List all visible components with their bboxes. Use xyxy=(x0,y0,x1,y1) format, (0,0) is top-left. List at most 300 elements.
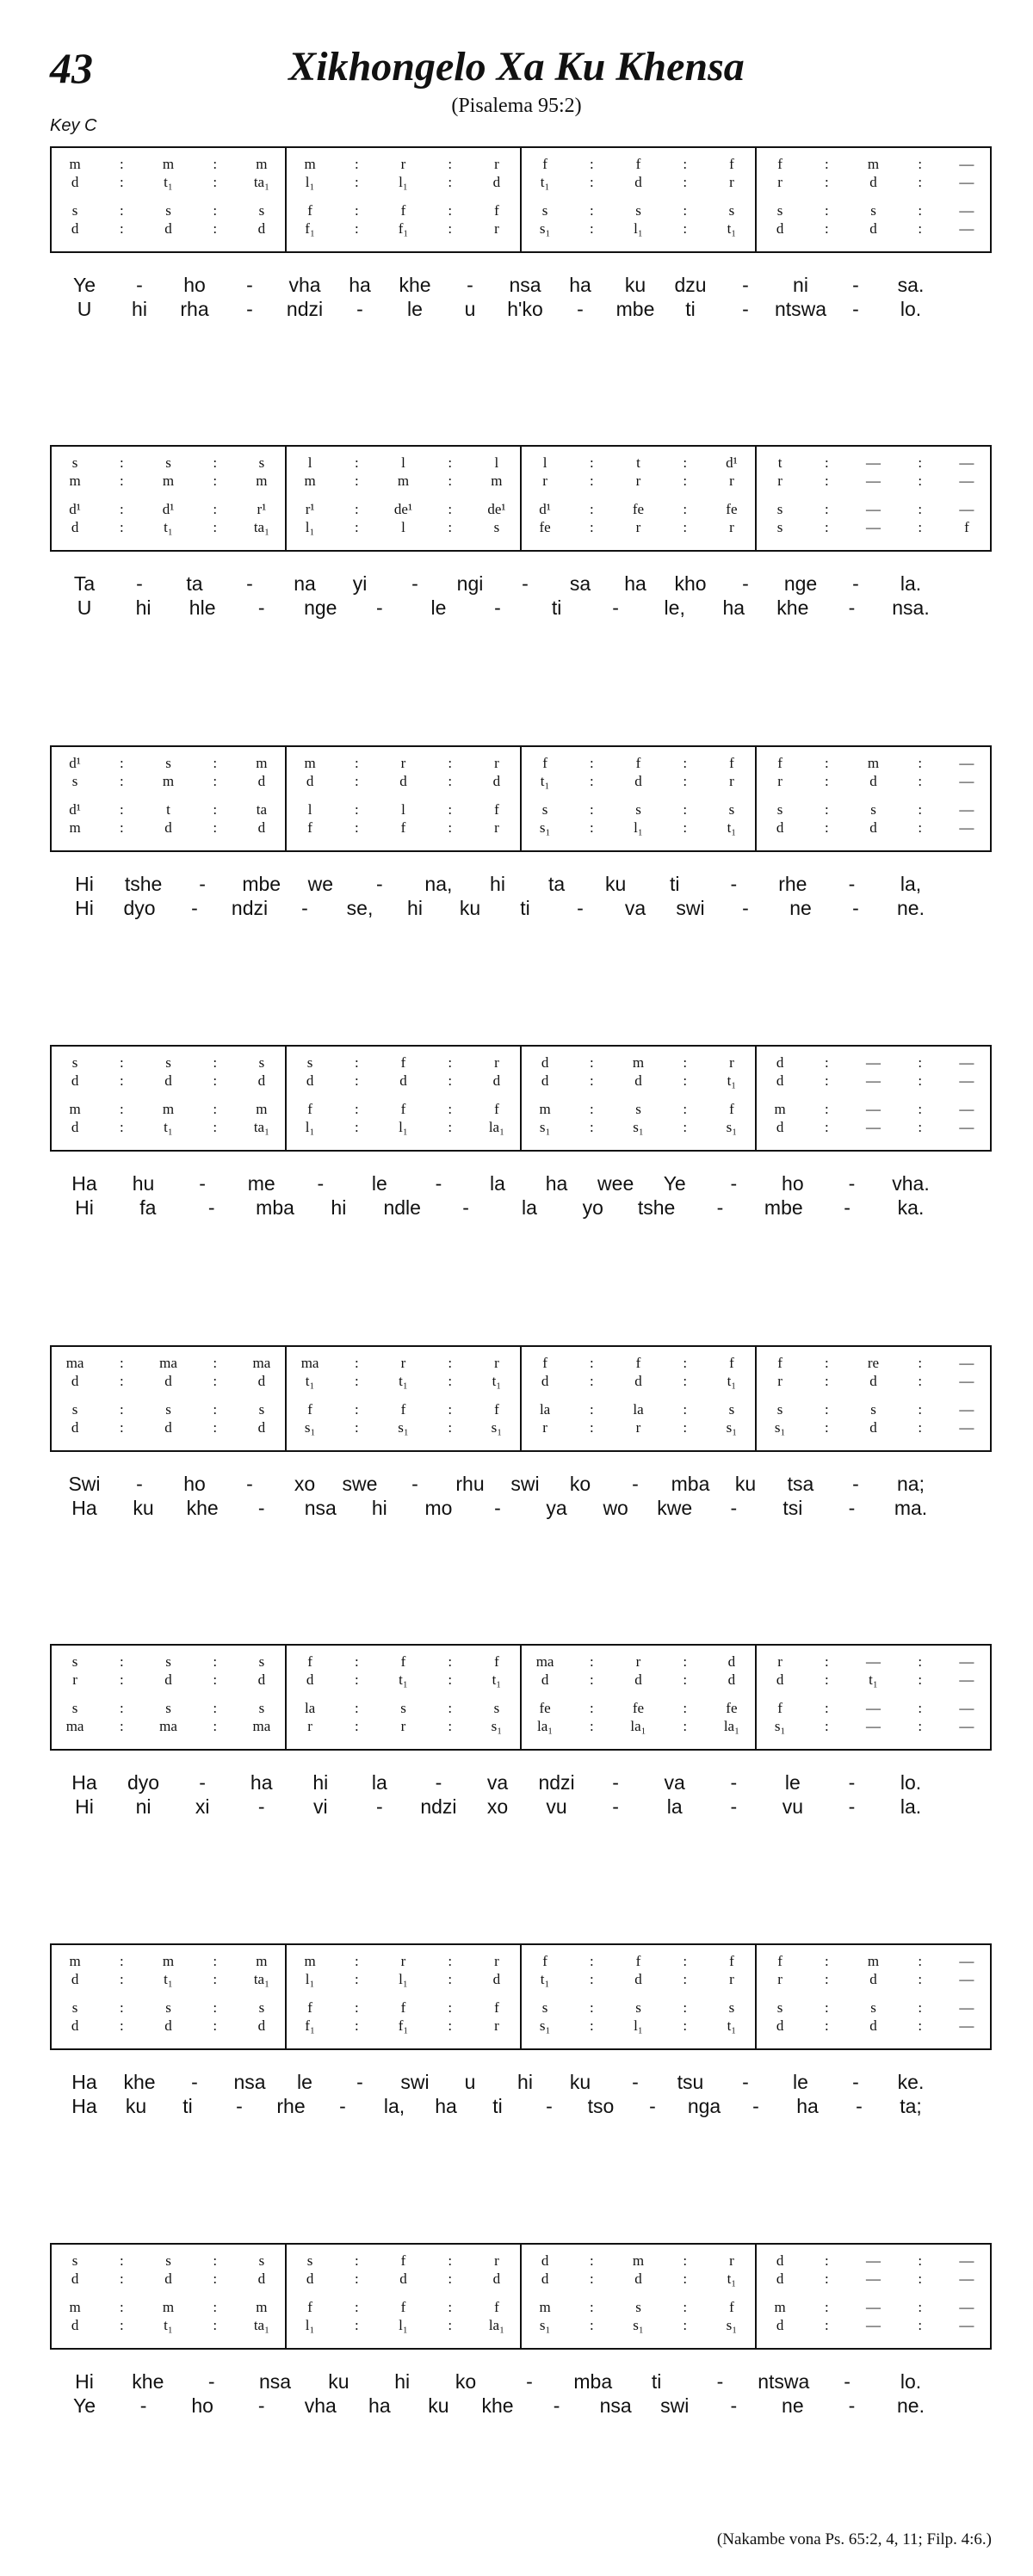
lyric-syllable: vi xyxy=(312,1795,328,1818)
solfa-note: d xyxy=(71,1119,79,1135)
syllable-hyphen: - xyxy=(199,1172,206,1195)
voice-row xyxy=(522,1954,755,1969)
lyric-syllable: le xyxy=(784,1771,801,1794)
scripture-reference: (Pisalema 95:2) xyxy=(451,95,582,117)
syllable-hyphen: - xyxy=(246,298,253,320)
solfa-note: d xyxy=(869,2017,877,2034)
solfa-note: m xyxy=(632,1054,645,1071)
syllable-hyphen: - xyxy=(136,572,143,595)
lyric-syllable: nsa xyxy=(304,1497,337,1519)
solfa-note: f xyxy=(542,1355,547,1371)
lyric-syllable: yo xyxy=(582,1196,603,1219)
solfa-note: l₁ xyxy=(634,2017,643,2034)
solfa-note: m xyxy=(774,2299,786,2315)
solfa-note: r xyxy=(494,1355,499,1371)
syllable-hyphen: - xyxy=(301,897,308,919)
solfa-note: s₁ xyxy=(726,1419,738,1436)
solfa-note: r xyxy=(72,1671,77,1688)
lyric-syllable: tso xyxy=(587,2095,615,2117)
beat-separator: : xyxy=(918,1653,923,1670)
voice-row xyxy=(522,203,755,219)
lyric-syllable: le xyxy=(371,1172,387,1195)
beat-separator: : xyxy=(918,801,923,818)
beat-separator: : xyxy=(824,220,829,237)
solfa-note: m xyxy=(867,755,880,771)
beat-separator: : xyxy=(119,501,124,517)
beat-separator: : xyxy=(918,1119,923,1135)
solfa-note: f xyxy=(307,1401,312,1418)
beat-separator: : xyxy=(213,473,218,489)
beat-separator: : xyxy=(119,2299,124,2315)
solfa-note: d xyxy=(257,773,266,789)
voice-row xyxy=(522,455,755,471)
solfa-note: m xyxy=(491,473,503,489)
syllable-hyphen: - xyxy=(848,1795,856,1818)
voice-row xyxy=(757,1954,990,1969)
beat-separator: : xyxy=(589,1700,594,1716)
solfa-note: s₁ xyxy=(774,1718,786,1734)
voice-row xyxy=(522,802,755,818)
voice-row xyxy=(757,2300,990,2315)
beat-separator: : xyxy=(918,2252,923,2269)
beat-separator: : xyxy=(824,773,829,789)
voice-row xyxy=(522,774,755,789)
solfa-note: f xyxy=(729,1101,734,1117)
solfa-note: d xyxy=(71,2270,79,2287)
measure xyxy=(52,2245,285,2348)
beat-separator: : xyxy=(824,1419,829,1436)
solfa-note: d xyxy=(306,773,314,789)
lyric-syllable: swi xyxy=(400,2071,430,2093)
beat-separator: : xyxy=(448,1953,453,1969)
lyric-syllable: nsa xyxy=(509,274,541,296)
solfa-note: s xyxy=(165,1054,171,1071)
beat-separator: : xyxy=(589,202,594,219)
lyric-syllable: le xyxy=(430,596,447,619)
beat-separator: : xyxy=(213,1653,218,1670)
voice-row xyxy=(522,1420,755,1436)
voice-row xyxy=(522,2000,755,2016)
voice-row xyxy=(522,157,755,172)
lyric-syllable: ho xyxy=(183,274,206,296)
beat-separator: : xyxy=(213,174,218,190)
lyric-line xyxy=(50,2095,992,2119)
voice-row xyxy=(757,2000,990,2016)
beat-separator: : xyxy=(589,755,594,771)
beat-separator: : xyxy=(683,1953,688,1969)
solfa-note: r xyxy=(494,1953,499,1969)
syllable-hyphen: - xyxy=(848,1172,856,1195)
solfa-note: — xyxy=(959,2252,974,2269)
beat-separator: : xyxy=(824,2270,829,2287)
voice-row xyxy=(757,1654,990,1670)
lyric-syllable: ti xyxy=(492,2095,503,2117)
measure xyxy=(52,447,285,550)
measure xyxy=(520,1047,755,1150)
voice-row xyxy=(287,203,520,219)
beat-separator: : xyxy=(683,1355,688,1371)
solfa-note: r xyxy=(777,473,782,489)
beat-separator: : xyxy=(918,519,923,535)
lyric-syllable: la, xyxy=(383,2095,405,2117)
beat-separator: : xyxy=(589,2299,594,2315)
beat-separator: : xyxy=(448,454,453,471)
lyric-syllable: Ha xyxy=(71,1771,97,1794)
beat-separator: : xyxy=(683,454,688,471)
beat-separator: : xyxy=(119,1953,124,1969)
solfa-note: fe xyxy=(539,519,551,535)
beat-separator: : xyxy=(448,1101,453,1117)
lyric-syllable: nga xyxy=(687,2095,721,2117)
solfa-note: d¹ xyxy=(539,501,551,517)
beat-separator: : xyxy=(589,1653,594,1670)
solfa-note: d xyxy=(71,1072,79,1089)
lyric-syllable: se, xyxy=(346,897,374,919)
measure xyxy=(285,1646,520,1749)
solfa-note: s xyxy=(165,1700,171,1716)
syllable-hyphen: - xyxy=(742,274,749,296)
voice-row xyxy=(52,2000,285,2016)
beat-separator: : xyxy=(683,1971,688,1987)
beat-separator: : xyxy=(119,1355,124,1371)
beat-separator: : xyxy=(918,501,923,517)
lyric-syllable: lo. xyxy=(900,2370,922,2393)
beat-separator: : xyxy=(119,454,124,471)
solfa-note: l₁ xyxy=(305,174,315,190)
solfa-note: s xyxy=(635,1999,641,2016)
beat-separator: : xyxy=(119,1419,124,1436)
lyric-syllable: mba xyxy=(671,1473,710,1495)
solfa-note: r xyxy=(494,2017,499,2034)
solfa-note: l xyxy=(307,801,312,818)
lyric-syllable: khe xyxy=(123,2071,156,2093)
solfa-note: — xyxy=(959,801,974,818)
syllable-hyphen: - xyxy=(716,1196,724,1219)
beat-separator: : xyxy=(589,2317,594,2333)
lyric-syllable: vu xyxy=(546,1795,567,1818)
solfa-note: d¹ xyxy=(162,501,175,517)
voice-row xyxy=(52,820,285,836)
music-system xyxy=(50,146,992,322)
solfa-note: s₁ xyxy=(539,819,551,836)
beat-separator: : xyxy=(918,2017,923,2034)
staff-box xyxy=(50,1345,992,1452)
lyric-syllable: Ye xyxy=(72,2394,96,2417)
lyric-syllable: ntswa xyxy=(774,298,827,320)
solfa-note: f xyxy=(542,156,547,172)
solfa-note: — xyxy=(866,501,881,517)
lyric-syllable: rhe xyxy=(276,2095,306,2117)
solfa-note: d xyxy=(306,2270,314,2287)
syllable-hyphen: - xyxy=(546,2095,553,2117)
syllable-hyphen: - xyxy=(136,1473,143,1495)
lyric-syllable: la. xyxy=(900,1795,922,1818)
beat-separator: : xyxy=(683,1999,688,2016)
lyric-syllable: yi xyxy=(352,572,368,595)
beat-separator: : xyxy=(824,519,829,535)
solfa-note: s xyxy=(870,801,876,818)
measure xyxy=(285,747,520,850)
solfa-note: f xyxy=(400,1401,406,1418)
beat-separator: : xyxy=(448,2252,453,2269)
beat-separator: : xyxy=(448,1054,453,1071)
voice-row xyxy=(522,502,755,517)
solfa-note: d xyxy=(492,1971,501,1987)
beat-separator: : xyxy=(213,1419,218,1436)
solfa-note: — xyxy=(959,1401,974,1418)
lyric-syllable: lo. xyxy=(900,298,922,320)
solfa-note: r xyxy=(777,1653,782,1670)
beat-separator: : xyxy=(918,1101,923,1117)
lyric-syllable: xi xyxy=(195,1795,210,1818)
solfa-note: f xyxy=(307,202,312,219)
voice-row xyxy=(757,1420,990,1436)
syllable-hyphen: - xyxy=(848,873,856,895)
solfa-note: s₁ xyxy=(539,1119,551,1135)
lyric-syllable: ku xyxy=(734,1473,757,1495)
solfa-note: r xyxy=(494,220,499,237)
lyric-syllable: ta; xyxy=(900,2095,922,2117)
beat-separator: : xyxy=(589,156,594,172)
solfa-note: d xyxy=(164,819,172,836)
music-system xyxy=(50,1045,992,1220)
beat-separator: : xyxy=(213,819,218,836)
beat-separator: : xyxy=(354,2017,359,2034)
beat-separator: : xyxy=(354,454,359,471)
solfa-note: t₁ xyxy=(540,174,550,190)
syllable-hyphen: - xyxy=(848,2394,856,2417)
solfa-note: d xyxy=(71,220,79,237)
syllable-hyphen: - xyxy=(199,1771,206,1794)
beat-separator: : xyxy=(918,1999,923,2016)
solfa-note: d xyxy=(541,1671,549,1688)
solfa-note: t xyxy=(777,454,782,471)
solfa-note: s xyxy=(635,202,641,219)
lyric-syllable: dzu xyxy=(674,274,707,296)
voice-row xyxy=(287,502,520,517)
solfa-note: s₁ xyxy=(304,1419,316,1436)
lyric-syllable: le xyxy=(793,2071,808,2093)
beat-separator: : xyxy=(589,1355,594,1371)
lyric-syllable: wee xyxy=(597,1172,634,1195)
solfa-note: s xyxy=(635,1101,641,1117)
solfa-note: — xyxy=(866,1700,881,1716)
beat-separator: : xyxy=(824,202,829,219)
beat-separator: : xyxy=(918,1373,923,1389)
key-signature: Key C xyxy=(50,116,97,135)
voice-row xyxy=(52,1672,285,1688)
lyric-line xyxy=(50,2370,992,2394)
lyric-syllable: xo xyxy=(294,1473,316,1495)
beat-separator: : xyxy=(213,1054,218,1071)
voice-row xyxy=(757,502,990,517)
solfa-note: s xyxy=(71,1999,78,2016)
lyric-syllable: ti xyxy=(651,2370,662,2393)
beat-separator: : xyxy=(589,773,594,789)
lyric-syllable: na xyxy=(294,572,316,595)
voice-row xyxy=(287,774,520,789)
voice-row xyxy=(287,473,520,489)
beat-separator: : xyxy=(448,1718,453,1734)
syllable-hyphen: - xyxy=(246,572,253,595)
syllable-hyphen: - xyxy=(257,2394,265,2417)
lyric-syllable: ndzi xyxy=(231,897,269,919)
beat-separator: : xyxy=(213,1373,218,1389)
beat-separator: : xyxy=(824,473,829,489)
solfa-note: f xyxy=(494,1653,499,1670)
lyric-syllable: ku xyxy=(125,2095,147,2117)
solfa-note: d¹ xyxy=(726,454,738,471)
lyric-syllable: ku xyxy=(624,274,646,296)
lyric-syllable: ntswa xyxy=(758,2370,810,2393)
syllable-hyphen: - xyxy=(376,873,383,895)
solfa-note: l₁ xyxy=(399,174,408,190)
solfa-note: r xyxy=(729,174,734,190)
solfa-note: f xyxy=(729,755,734,771)
beat-separator: : xyxy=(824,1653,829,1670)
solfa-note: d xyxy=(257,1373,266,1389)
solfa-note: f xyxy=(635,156,641,172)
beat-separator: : xyxy=(683,1054,688,1071)
syllable-hyphen: - xyxy=(191,897,198,919)
solfa-note: d xyxy=(869,1419,877,1436)
beat-separator: : xyxy=(683,2270,688,2287)
syllable-hyphen: - xyxy=(632,2071,639,2093)
solfa-note: f xyxy=(542,755,547,771)
measure xyxy=(520,1347,755,1450)
beat-separator: : xyxy=(589,519,594,535)
solfa-note: s xyxy=(71,2252,78,2269)
beat-separator: : xyxy=(213,1971,218,1987)
syllable-hyphen: - xyxy=(376,596,383,619)
syllable-hyphen: - xyxy=(742,572,749,595)
voice-row xyxy=(52,1954,285,1969)
lyric-syllable: swi xyxy=(660,2394,690,2417)
solfa-note: s xyxy=(165,202,171,219)
voice-row xyxy=(757,2271,990,2287)
beat-separator: : xyxy=(119,174,124,190)
lyric-syllable: mba xyxy=(573,2370,613,2393)
beat-separator: : xyxy=(824,454,829,471)
lyric-syllable: ndle xyxy=(383,1196,421,1219)
beat-separator: : xyxy=(354,202,359,219)
solfa-note: f xyxy=(400,1054,406,1071)
solfa-note: d xyxy=(541,2270,549,2287)
syllable-hyphen: - xyxy=(257,1795,265,1818)
voice-row xyxy=(52,1055,285,1071)
beat-separator: : xyxy=(589,1718,594,1734)
lyric-syllable: hi xyxy=(407,897,423,919)
solfa-note: de¹ xyxy=(487,501,506,517)
beat-separator: : xyxy=(683,2017,688,2034)
hymn-number: 43 xyxy=(50,44,93,92)
lyric-syllable: ne. xyxy=(897,2394,925,2417)
lyric-syllable: Hi xyxy=(75,2370,94,2393)
solfa-note: — xyxy=(959,1101,974,1117)
beat-separator: : xyxy=(683,220,688,237)
voice-row xyxy=(522,820,755,836)
voice-row xyxy=(522,1701,755,1716)
solfa-note: ma xyxy=(159,1718,177,1734)
beat-separator: : xyxy=(824,1971,829,1987)
solfa-note: s xyxy=(541,202,548,219)
voice-row xyxy=(757,2318,990,2333)
lyric-syllable: hi xyxy=(331,1196,347,1219)
solfa-note: — xyxy=(866,1718,881,1734)
solfa-note: s xyxy=(635,801,641,818)
solfa-note: ma xyxy=(535,1653,554,1670)
syllable-hyphen: - xyxy=(139,2394,147,2417)
solfa-note: s xyxy=(258,2252,265,2269)
beat-separator: : xyxy=(683,519,688,535)
solfa-note: m xyxy=(256,1953,268,1969)
voice-row xyxy=(287,1672,520,1688)
solfa-note: r xyxy=(635,519,641,535)
lyric-syllable: vu xyxy=(782,1795,803,1818)
voice-row xyxy=(52,2271,285,2287)
solfa-note: — xyxy=(866,1054,881,1071)
syllable-hyphen: - xyxy=(742,897,749,919)
lyric-syllable: Ye xyxy=(72,274,96,296)
lyric-syllable: la xyxy=(490,1172,505,1195)
solfa-note: s xyxy=(258,1401,265,1418)
voice-row xyxy=(757,1102,990,1117)
beat-separator: : xyxy=(683,501,688,517)
beat-separator: : xyxy=(213,1700,218,1716)
voice-row xyxy=(52,502,285,517)
solfa-note: s xyxy=(776,1999,783,2016)
beat-separator: : xyxy=(354,1401,359,1418)
beat-separator: : xyxy=(354,2270,359,2287)
beat-separator: : xyxy=(824,1953,829,1969)
solfa-note: m xyxy=(304,473,316,489)
lyric-line xyxy=(50,1795,992,1819)
beat-separator: : xyxy=(824,1401,829,1418)
solfa-note: s₁ xyxy=(398,1419,409,1436)
beat-separator: : xyxy=(119,1653,124,1670)
beat-separator: : xyxy=(119,1101,124,1117)
voice-row xyxy=(757,1055,990,1071)
solfa-note: s xyxy=(493,1700,500,1716)
solfa-note: fe xyxy=(632,1700,645,1716)
lyric-syllable: ndzi xyxy=(538,1771,575,1794)
solfa-note: s xyxy=(870,1401,876,1418)
beat-separator: : xyxy=(448,519,453,535)
footnote: (Nakambe vona Ps. 65:2, 4, 11; Filp. 4:6.) xyxy=(716,2530,992,2548)
voice-row xyxy=(522,2271,755,2287)
beat-separator: : xyxy=(683,1718,688,1734)
beat-separator: : xyxy=(354,473,359,489)
lyric-line xyxy=(50,1172,992,1196)
beat-separator: : xyxy=(918,220,923,237)
beat-separator: : xyxy=(824,156,829,172)
beat-separator: : xyxy=(213,156,218,172)
beat-separator: : xyxy=(918,1700,923,1716)
beat-separator: : xyxy=(119,1671,124,1688)
solfa-note: d xyxy=(71,174,79,190)
measure xyxy=(285,148,520,251)
lyric-syllable: Ha xyxy=(71,2095,97,2117)
lyric-line xyxy=(50,572,992,596)
solfa-note: s xyxy=(165,454,171,471)
voice-row xyxy=(52,1102,285,1117)
beat-separator: : xyxy=(119,773,124,789)
solfa-note: s xyxy=(306,1054,313,1071)
lyric-syllable: we xyxy=(307,873,333,895)
solfa-note: f xyxy=(400,2252,406,2269)
solfa-note: — xyxy=(959,473,974,489)
beat-separator: : xyxy=(918,156,923,172)
